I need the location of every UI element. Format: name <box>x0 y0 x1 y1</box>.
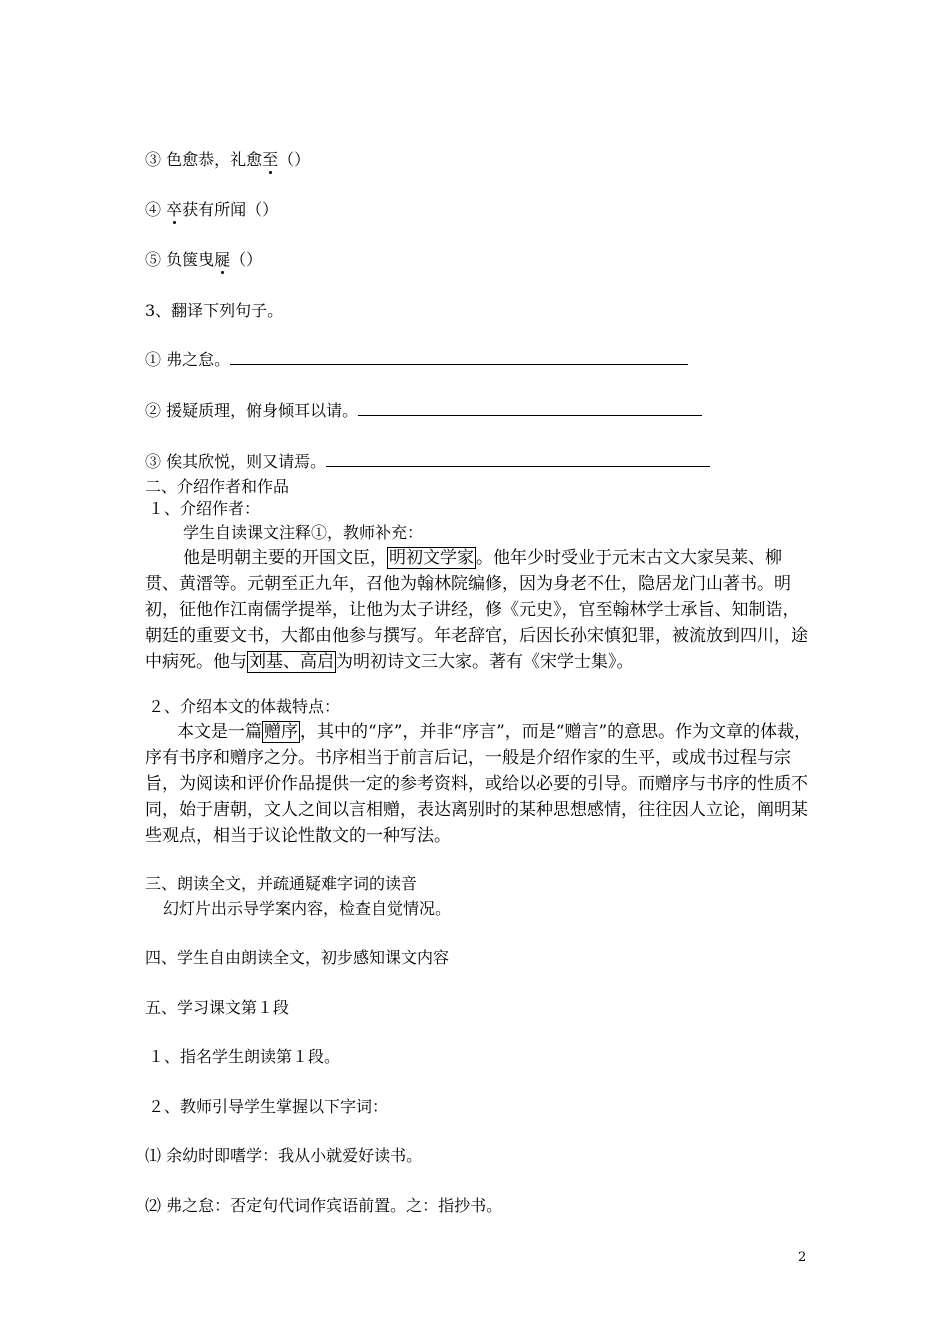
vocab-item-2: ⑵ 弗之怠：否定句代词作宾语前置。之：指抄书。 <box>145 1196 503 1215</box>
author-bio-paragraph: 他是明朝主要的开国文臣， 明初文学家 。他年少时受业于元末古文大家吴莱、柳贯、黄溍等。元朝至正九年，召他为翰林院编修，因为身老不仕，隐居龙门山著书。明初，征他作江南儒学提举，让他为太子讲经，修《元史》，官至翰林学士承旨、知制诰，朝廷的重要文书，大都由他参与撰写。年老辞官，后因长孙宋慎犯罪，被流放到四川，途中病死。他与 刘基、高启 为明初诗文三大家。著有《宋学士集》。 <box>145 548 808 672</box>
q3-sentence-2: ② 援疑质理，俯身倾耳以请。 <box>145 401 702 421</box>
section-3-heading: 三、朗读全文，并疏通疑难字词的读音 <box>145 874 418 893</box>
section-2-sub-1: １、介绍作者： <box>148 499 261 518</box>
answer-blank[interactable] <box>230 350 688 365</box>
section-2-sub-2: ２、介绍本文的体裁特点： <box>148 697 341 716</box>
q3-heading: 3、翻译下列句子。 <box>145 301 284 320</box>
section-5-sub-2: ２、教师引导学生掌握以下字词： <box>148 1097 389 1116</box>
page-number: 2 <box>798 1250 807 1265</box>
highlight-box: 明初文学家 <box>389 548 474 568</box>
vocab-item-1: ⑴ 余幼时即嗜学：我从小就爱好读书。 <box>145 1146 423 1165</box>
q2-item-5: ⑤ 负箧曳屣（） <box>145 250 263 269</box>
emphasis-dot-char: 屣 <box>214 250 231 269</box>
section-3-line: 幻灯片出示导学案内容，检查自觉情况。 <box>163 899 452 918</box>
emphasis-dot-char: 卒 <box>166 200 183 219</box>
q2-item-3: ③ 色愈恭，礼愈至（） <box>145 150 311 169</box>
answer-blank[interactable] <box>326 452 710 467</box>
section-5-heading: 五、学习课文第１段 <box>145 998 290 1017</box>
section-2-heading: 二、介绍作者和作品 <box>145 477 290 496</box>
section-4-heading: 四、学生自由朗读全文，初步感知课文内容 <box>145 948 450 967</box>
section-2-line-1: 学生自读课文注释①，教师补充： <box>183 523 424 542</box>
emphasis-dot-char: 至 <box>262 150 279 169</box>
q2-item-4: ④ 卒获有所闻（） <box>145 200 279 219</box>
section-5-sub-1: １、指名学生朗读第１段。 <box>148 1047 341 1066</box>
q3-sentence-1: ① 弗之怠。 <box>145 350 688 370</box>
highlight-box: 刘基、高启 <box>249 652 334 672</box>
genre-paragraph: 本文是一篇 赠序 ，其中的“序”，并非“序言”，而是“赠言”的意思。作为文章的体裁，序有书序和赠序之分。书序相当于前言后记，一般是介绍作家的生平，或成书过程与宗旨，为阅读和评价作品提供一定的参考资料，或给以必要的引导。而赠序与书序的性质不同，始于唐朝，文人之间以言相赠，表达离别时的某种思想感情，往往因人立论，阐明某些观点，相当于议论性散文的一种写法。 <box>145 722 812 846</box>
highlight-box: 赠序 <box>264 722 298 742</box>
q3-sentence-3: ③ 俟其欣悦，则又请焉。 <box>145 452 710 472</box>
answer-blank[interactable] <box>358 401 702 416</box>
